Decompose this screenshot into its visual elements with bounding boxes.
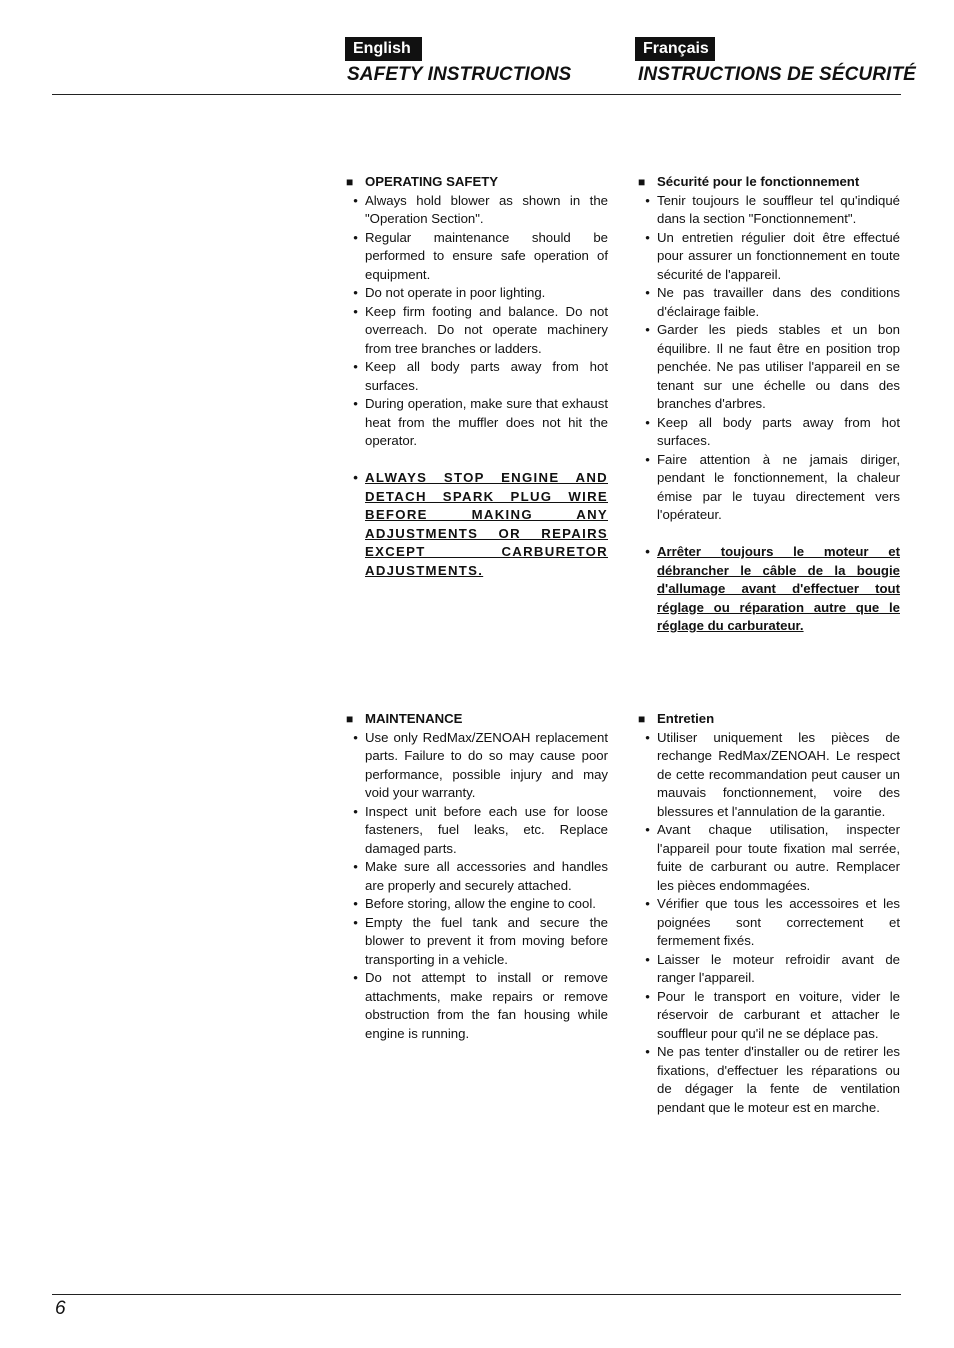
page-number: 6 <box>55 1298 66 1319</box>
bullet-icon: • <box>353 396 358 411</box>
bullet-icon: • <box>353 914 358 930</box>
french-language-tag: Français <box>635 37 715 61</box>
square-bullet-icon: ■ <box>346 175 354 189</box>
bullet-icon: • <box>645 729 650 745</box>
footer-rule <box>52 1294 901 1295</box>
list-item: • Garder les pieds stables et un bon équilibre. Il ne faut être en position trop penchée. Ne pas utiliser l'appareil en se tenant sur une échelle ou dans des branches d'arbres. <box>638 321 900 414</box>
bullet-icon: • <box>353 359 358 374</box>
operating-safety-en-warning: • ALWAYS STOP ENGINE AND DETACH SPARK PLUG WIRE BEFORE MAKING ANY ADJUSTMENTS OR REPAIRS EXCEPT CARBURETOR ADJUSTMENTS. <box>346 469 608 580</box>
list-item: • Un entretien régulier doit être effectué pour assurer un fonctionnement en toute sécurité de l'appareil. <box>638 229 900 285</box>
list-item: • Empty the fuel tank and secure the blower to prevent it from moving before transporting in a vehicle. <box>346 914 608 970</box>
list-item: • Avant chaque utilisation, inspecter l'appareil pour toute fixation mal serrée, fuite de carburant ou autre. Remplacer les pièces endommagées. <box>638 821 900 895</box>
list-item: • Before storing, allow the engine to cool. <box>346 895 608 914</box>
list-item: • Inspect unit before each use for loose fasteners, fuel leaks, etc. Replace damaged parts. <box>346 803 608 859</box>
bullet-icon: • <box>353 470 358 485</box>
bullet-icon: • <box>353 729 358 745</box>
bullet-icon: • <box>353 285 358 300</box>
list-item: • Use only RedMax/ZENOAH replacement parts. Failure to do so may cause poor performance, possible injury and may void your warranty. <box>346 729 608 803</box>
operating-safety-fr <box>638 173 900 636</box>
list-item: • Do not operate in poor lighting. <box>346 284 608 303</box>
french-page-title: INSTRUCTIONS DE SÉCURITÉ <box>638 64 916 85</box>
bullet-icon: • <box>645 451 650 467</box>
bullet-icon: • <box>645 192 650 208</box>
list-item: • Faire attention à ne jamais diriger, pendant le fonctionnement, la chaleur émise par le tuyau directement vers l'opérateur. <box>638 451 900 525</box>
maintenance-en <box>346 710 608 1043</box>
bullet-icon: • <box>353 192 358 208</box>
maintenance-en-list <box>346 729 608 1044</box>
maintenance-fr-heading: Entretien <box>657 711 715 726</box>
list-item: • Ne pas travailler dans des conditions d'éclairage faible. <box>638 284 900 321</box>
list-item: • Ne pas tenter d'installer ou de retirer les fixations, d'effectuer les réparations ou de dégager la fente de ventilation pendant que le moteur est en marche. <box>638 1043 900 1117</box>
square-bullet-icon: ■ <box>346 712 354 726</box>
list-item: • Do not attempt to install or remove attachments, make repairs or remove obstruction from the fan housing while engine is running. <box>346 969 608 1043</box>
section-heading <box>346 710 608 729</box>
operating-safety-fr-heading: Sécurité pour le fonctionnement <box>657 174 860 189</box>
bullet-icon: • <box>645 285 650 300</box>
list-item: • Tenir toujours le souffleur tel qu'indiqué dans la section "Fonctionnement". <box>638 192 900 229</box>
english-page-title: SAFETY INSTRUCTIONS <box>347 64 572 85</box>
list-item: • Laisser le moteur refroidir avant de ranger l'appareil. <box>638 951 900 988</box>
section-heading <box>638 173 900 192</box>
list-item: • Keep firm footing and balance. Do not overreach. Do not operate machinery from tree branches or ladders. <box>346 303 608 359</box>
list-item: • Keep all body parts away from hot surfaces. <box>638 414 900 451</box>
section-heading <box>346 173 608 192</box>
bullet-icon: • <box>645 951 650 967</box>
operating-safety-en-list <box>346 192 608 451</box>
operating-safety-en <box>346 173 608 580</box>
bullet-icon: • <box>645 1044 650 1059</box>
bullet-icon: • <box>353 896 358 911</box>
list-item: • Make sure all accessories and handles are properly and securely attached. <box>346 858 608 895</box>
bullet-icon: • <box>645 896 650 911</box>
bullet-icon: • <box>353 803 358 819</box>
list-item: • Always hold blower as shown in the "Operation Section". <box>346 192 608 229</box>
bullet-icon: • <box>645 988 650 1004</box>
maintenance-fr <box>638 710 900 1117</box>
operating-safety-fr-warning: • Arrêter toujours le moteur et débrancher le câble de la bougie d'allumage avant d'effectuer tout réglage ou réparation autre que le réglage du carburateur. <box>638 543 900 636</box>
list-item: • During operation, make sure that exhaust heat from the muffler does not hit the operator. <box>346 395 608 451</box>
bullet-icon: • <box>353 859 358 874</box>
bullet-icon: • <box>645 822 650 837</box>
bullet-icon: • <box>645 414 650 430</box>
header-rule <box>52 94 901 95</box>
square-bullet-icon: ■ <box>638 712 646 726</box>
bullet-icon: • <box>353 229 358 245</box>
list-item: • Keep all body parts away from hot surfaces. <box>346 358 608 395</box>
bullet-icon: • <box>353 970 358 985</box>
square-bullet-icon: ■ <box>638 175 646 189</box>
list-item: • Utiliser uniquement les pièces de rechange RedMax/ZENOAH. Le respect de cette recommandation peut causer un mauvais fonctionnement, voire des blessures et l'annulation de la garantie. <box>638 729 900 822</box>
list-item: • Pour le transport en voiture, vider le réservoir de carburant et attacher le souffleur pour qu'il ne se déplace pas. <box>638 988 900 1044</box>
list-item: • Vérifier que tous les accessoires et les poignées sont correctement et fermement fixés. <box>638 895 900 951</box>
maintenance-fr-list <box>638 729 900 1118</box>
bullet-icon: • <box>645 322 650 337</box>
section-heading <box>638 710 900 729</box>
list-item: • Regular maintenance should be performed to ensure safe operation of equipment. <box>346 229 608 285</box>
bullet-icon: • <box>645 229 650 245</box>
operating-safety-fr-list <box>638 192 900 525</box>
maintenance-en-heading: MAINTENANCE <box>365 711 463 726</box>
english-language-tag: English <box>345 37 422 61</box>
operating-safety-en-heading: OPERATING SAFETY <box>365 174 499 189</box>
bullet-icon: • <box>645 544 650 559</box>
bullet-icon: • <box>353 303 358 319</box>
